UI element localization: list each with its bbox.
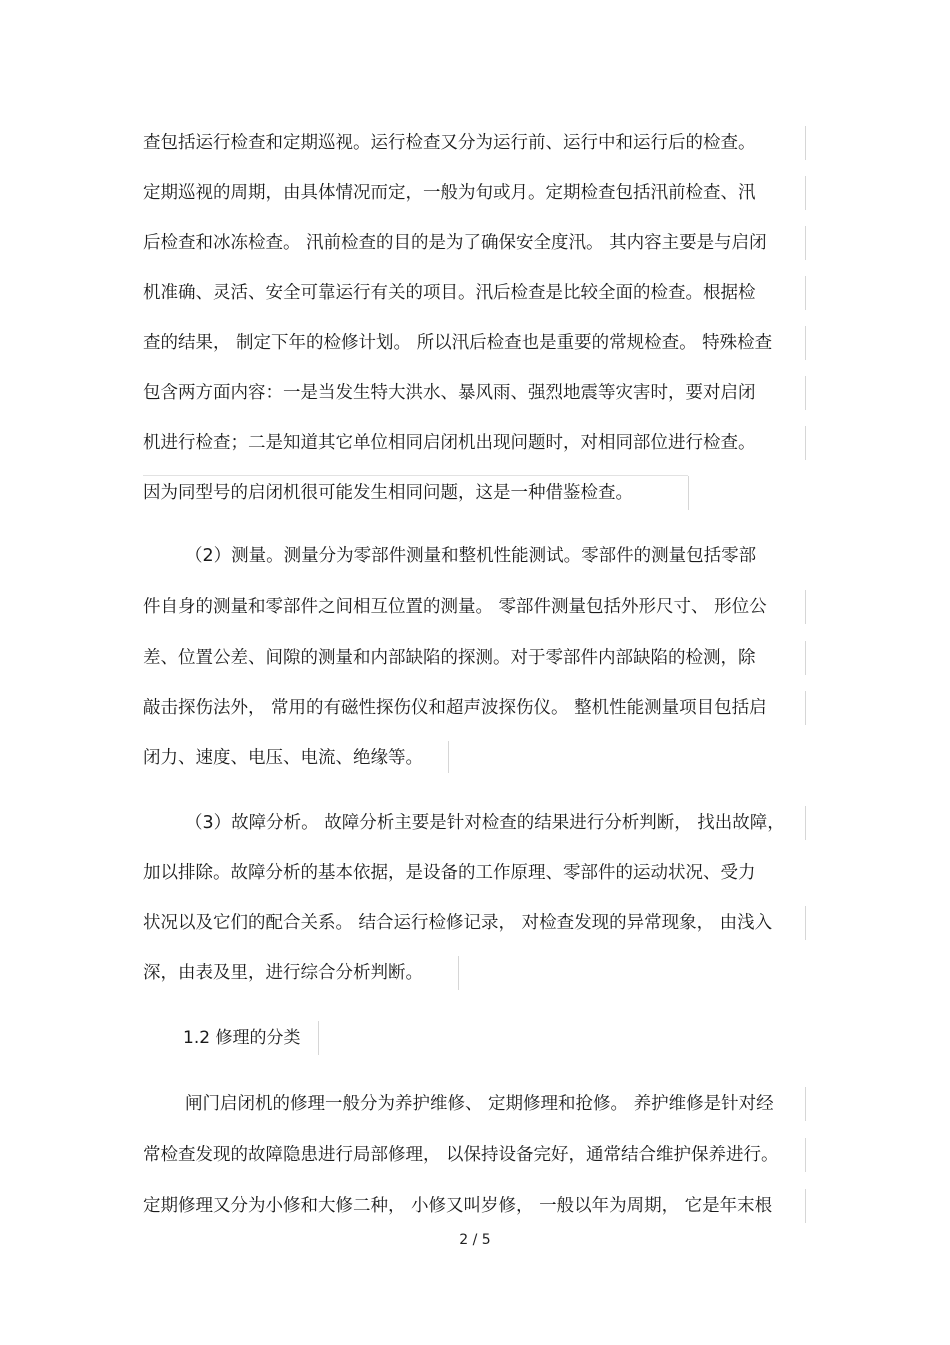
text-line: 包含两方面内容：一是当发生特大洪水、暴风雨、强烈地震等灾害时，要对启闭 bbox=[143, 383, 756, 403]
text-line: 件自身的测量和零部件之间相互位置的测量。 零部件测量包括外形尺寸、 形位公 bbox=[143, 597, 767, 617]
text-line: 定期修理又分为小修和大修二种， 小修又叫岁修， 一般以年为周期， 它是年末根 bbox=[143, 1196, 773, 1216]
text-line: 机进行检查；二是知道其它单位相同启闭机出现问题时，对相同部位进行检查。 bbox=[143, 433, 756, 453]
divider bbox=[805, 126, 806, 160]
divider bbox=[805, 806, 806, 840]
divider bbox=[448, 741, 449, 773]
divider bbox=[805, 641, 806, 675]
divider bbox=[805, 276, 806, 310]
text-line: 状况以及它们的配合关系。 结合运行检修记录， 对检查发现的异常现象， 由浅入 bbox=[143, 913, 773, 933]
divider bbox=[805, 1087, 806, 1121]
divider bbox=[458, 956, 459, 990]
page-indicator: 2 / 5 bbox=[459, 1232, 491, 1248]
text-line: 常检查发现的故障隐患进行局部修理， 以保持设备完好，通常结合维护保养进行。 bbox=[143, 1145, 779, 1165]
text-line: 因为同型号的启闭机很可能发生相同问题，这是一种借鉴检查。 bbox=[143, 483, 633, 503]
text-line: 差、位置公差、间隙的测量和内部缺陷的探测。对于零部件内部缺陷的检测，除 bbox=[143, 648, 756, 668]
text-line: 深，由表及里，进行综合分析判断。 bbox=[143, 963, 423, 983]
text-line: 定期巡视的周期，由具体情况而定，一般为旬或月。定期检查包括汛前检查、汛 bbox=[143, 183, 756, 203]
divider bbox=[143, 475, 688, 476]
section-heading: 1.2 修理的分类 bbox=[183, 1028, 301, 1048]
divider bbox=[805, 376, 806, 410]
divider bbox=[805, 326, 806, 360]
divider bbox=[805, 426, 806, 460]
divider bbox=[805, 590, 806, 624]
text-line: 机准确、灵活、安全可靠运行有关的项目。汛后检查是比较全面的检查。根据检 bbox=[143, 283, 756, 303]
text-line: （3）故障分析。 故障分析主要是针对检查的结果进行分析判断， 找出故障， bbox=[185, 813, 785, 833]
divider bbox=[805, 906, 806, 940]
divider bbox=[318, 1021, 319, 1055]
text-line: 敲击探伤法外， 常用的有磁性探伤仪和超声波探伤仪。 整机性能测量项目包括启 bbox=[143, 698, 767, 718]
text-line: 闭力、速度、电压、电流、绝缘等。 bbox=[143, 748, 423, 768]
text-line: （2）测量。测量分为零部件测量和整机性能测试。零部件的测量包括零部 bbox=[185, 546, 757, 566]
text-line: 查的结果， 制定下年的检修计划。 所以汛后检查也是重要的常规检查。 特殊检查 bbox=[143, 333, 773, 353]
divider bbox=[805, 1189, 806, 1223]
text-line: 查包括运行检查和定期巡视。运行检查又分为运行前、运行中和运行后的检查。 bbox=[143, 133, 756, 153]
divider bbox=[805, 1138, 806, 1172]
divider bbox=[805, 176, 806, 210]
text-line: 加以排除。故障分析的基本依据，是设备的工作原理、零部件的运动状况、受力 bbox=[143, 863, 756, 883]
divider bbox=[805, 226, 806, 260]
text-line: 后检查和冰冻检查。 汛前检查的目的是为了确保安全度汛。 其内容主要是与启闭 bbox=[143, 233, 767, 253]
text-line: 闸门启闭机的修理一般分为养护维修、 定期修理和抢修。 养护维修是针对经 bbox=[185, 1094, 774, 1114]
divider bbox=[688, 476, 689, 510]
divider bbox=[805, 691, 806, 725]
